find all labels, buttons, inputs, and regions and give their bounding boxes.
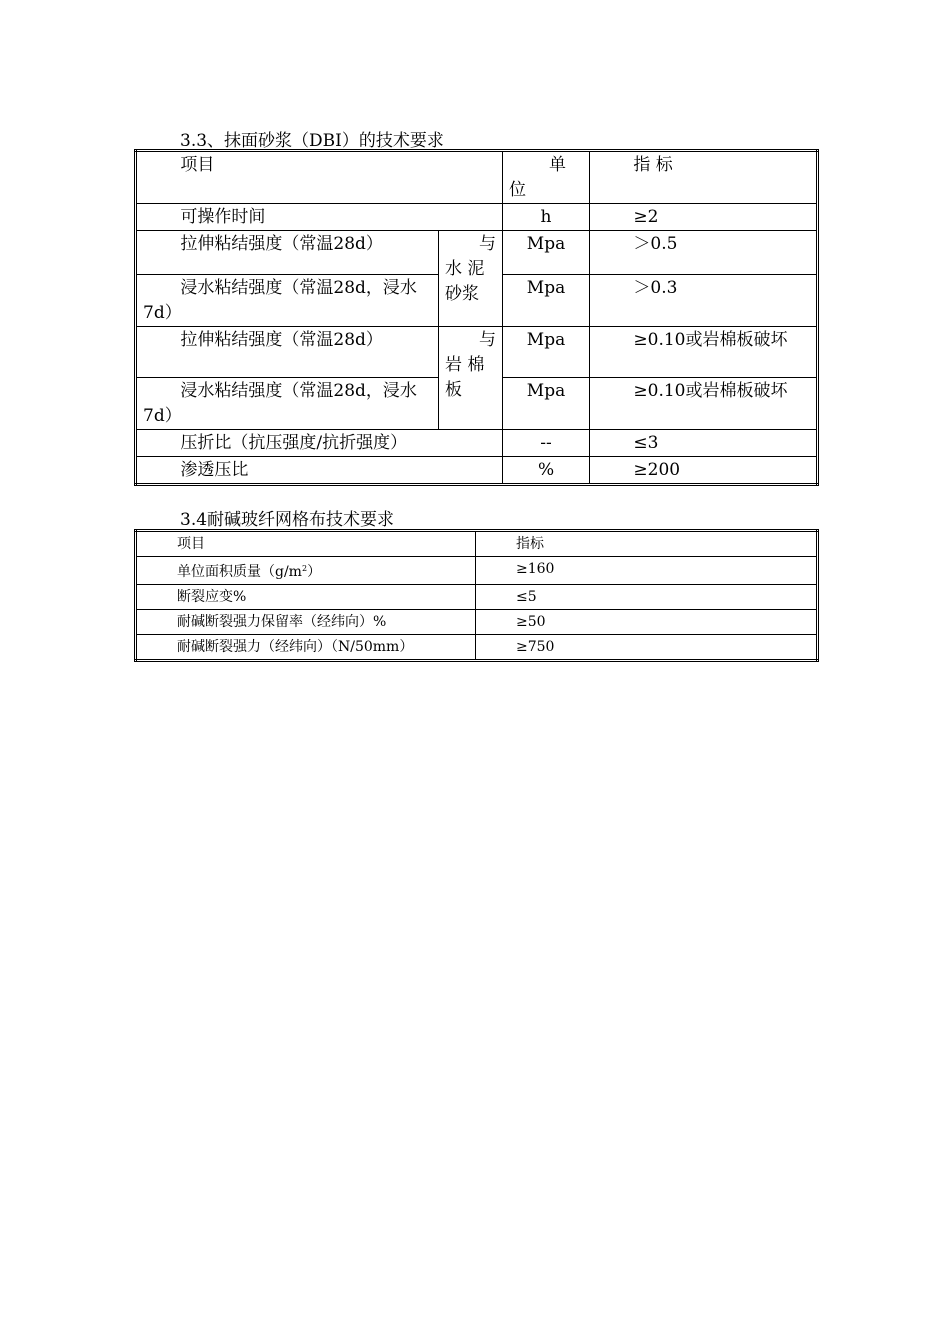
table-row [136,635,818,661]
row-index: ≥750 [476,635,818,661]
header-index: 指 标 [590,151,818,204]
row-item: 浸水粘结强度（常温28d，浸水7d） [136,378,439,430]
row-index: ＞0.3 [590,275,818,327]
row-index: ≥50 [476,610,818,635]
table-row [136,430,818,457]
mortar-requirements-table [134,149,819,486]
row-unit: Mpa [503,378,590,430]
row-item: 可操作时间 [136,204,503,231]
header-index: 指标 [476,531,818,557]
row-item: 压折比（抗压强度/抗折强度） [136,430,503,457]
row-item [136,557,476,585]
table-row [136,457,818,485]
row-index: ≥160 [476,557,818,585]
row-unit: Mpa [503,327,590,378]
header-item: 项目 [136,531,476,557]
row-index: ≥2 [590,204,818,231]
row-index: ≤3 [590,430,818,457]
table-header-row [136,151,818,204]
row-unit: Mpa [503,275,590,327]
row-item: 耐碱断裂强力保留率（经纬向）% [136,610,476,635]
row-item-superscript: 2 [301,564,308,573]
row-unit: % [503,457,590,485]
table-row [136,557,818,585]
row-item: 拉伸粘结强度（常温28d） [136,327,439,378]
row-index: ≥0.10或岩棉板破坏 [590,327,818,378]
group-rockwool: 与 岩 棉 板 [439,327,503,430]
row-item-text-end: ） [307,564,322,580]
section-3-4-title: 3.4耐碱玻纤网格布技术要求 [180,510,395,530]
row-item-text: 单位面积质量（g/m [177,564,302,580]
table-row [136,231,818,275]
row-index: ≥0.10或岩棉板破坏 [590,378,818,430]
group-cement-mortar: 与 水 泥 砂浆 [439,231,503,327]
row-index: ≤5 [476,585,818,610]
row-unit: -- [503,430,590,457]
row-item: 断裂应变% [136,585,476,610]
table-row [136,204,818,231]
mesh-requirements-table [134,529,819,662]
row-index: ＞0.5 [590,231,818,275]
table-row [136,610,818,635]
header-unit: 单 位 [503,151,590,204]
table-header-row [136,531,818,557]
section-3-3-title: 3.3、抹面砂浆（DBI）的技术要求 [180,131,444,151]
table-row [136,327,818,378]
row-item: 拉伸粘结强度（常温28d） [136,231,439,275]
table-row [136,585,818,610]
row-unit: Mpa [503,231,590,275]
row-index: ≥200 [590,457,818,485]
row-item: 渗透压比 [136,457,503,485]
row-item: 耐碱断裂强力（经纬向）（N/50mm） [136,635,476,661]
row-item: 浸水粘结强度（常温28d，浸水7d） [136,275,439,327]
row-unit: h [503,204,590,231]
header-item: 项目 [136,151,503,204]
